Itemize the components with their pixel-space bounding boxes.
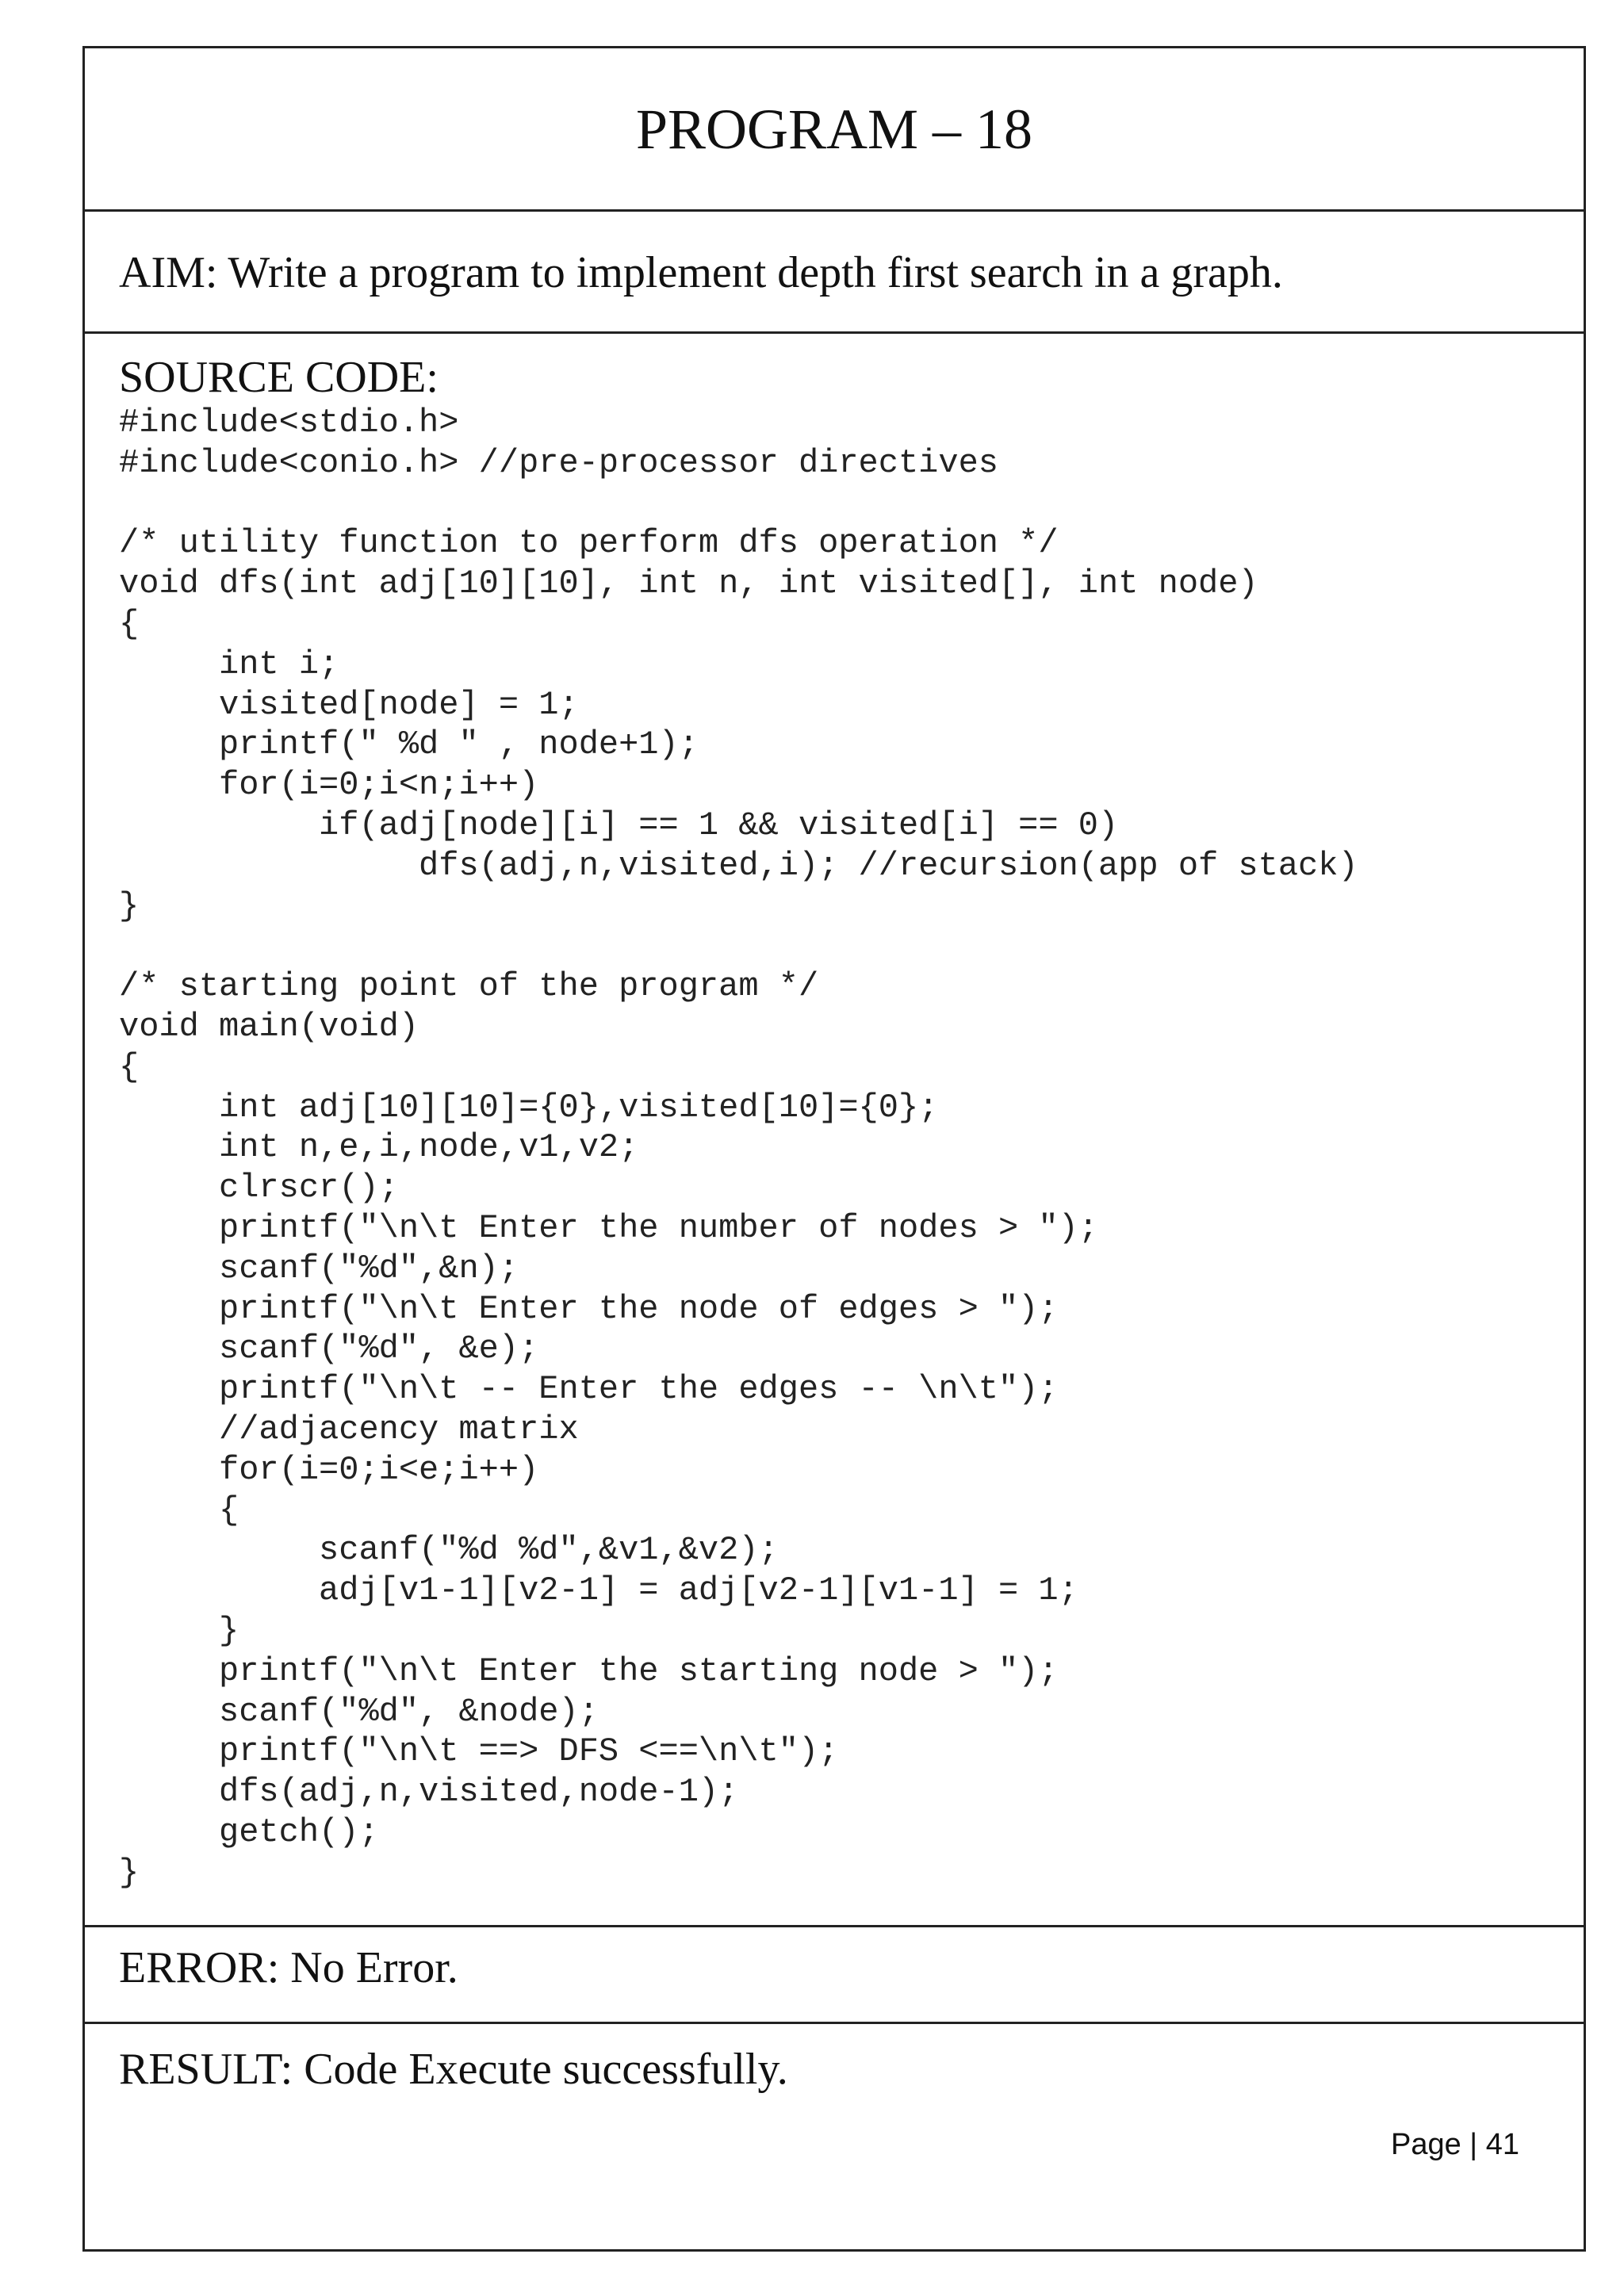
code-line: { — [119, 1047, 140, 1086]
aim-text: AIM: Write a program to implement depth first search in a graph. — [119, 248, 1283, 297]
divider-title — [82, 209, 1586, 212]
code-line: /* utility function to perform dfs operation */ — [119, 524, 1059, 563]
code-line: int adj[10][10]={0},visited[10]={0}; — [119, 1088, 939, 1127]
code-line: printf("\n\t Enter the starting node > "); — [119, 1651, 1059, 1690]
code-line: printf("\n\t Enter the node of edges > "); — [119, 1289, 1059, 1328]
code-line: scanf("%d", &node); — [119, 1692, 599, 1731]
divider-code — [82, 1925, 1586, 1927]
code-line: dfs(adj,n,visited,i); //recursion(app of stack) — [119, 846, 1358, 885]
code-line: printf("\n\t ==> DFS <==\n\t"); — [119, 1732, 839, 1771]
code-line: } — [119, 886, 140, 925]
code-line — [119, 484, 1358, 524]
code-line: for(i=0;i<e;i++) — [119, 1450, 539, 1489]
result-text: RESULT: Code Execute successfully. — [119, 2045, 788, 2094]
code-line: adj[v1-1][v2-1] = adj[v2-1][v1-1] = 1; — [119, 1571, 1078, 1610]
code-line: int i; — [119, 645, 339, 683]
code-line: clrscr(); — [119, 1169, 399, 1207]
code-line — [119, 926, 1358, 966]
code-line: int n,e,i,node,v1,v2; — [119, 1128, 639, 1167]
divider-error — [82, 2022, 1586, 2024]
code-line: //adjacency matrix — [119, 1410, 579, 1448]
code-line: } — [119, 1611, 239, 1650]
divider-aim — [82, 331, 1586, 334]
code-line: #include<stdio.h> — [119, 404, 459, 442]
code-line: printf("\n\t Enter the number of nodes > "); — [119, 1208, 1099, 1247]
code-line: dfs(adj,n,visited,node-1); — [119, 1773, 739, 1812]
code-line: } — [119, 1853, 140, 1892]
code-line: scanf("%d %d",&v1,&v2); — [119, 1531, 779, 1570]
code-line: if(adj[node][i] == 1 && visited[i] == 0) — [119, 806, 1119, 844]
code-line: visited[node] = 1; — [119, 685, 579, 724]
code-block — [119, 403, 1358, 1892]
code-line: /* starting point of the program */ — [119, 967, 819, 1006]
code-line: getch(); — [119, 1812, 379, 1851]
code-line: scanf("%d", &e); — [119, 1330, 539, 1368]
code-line: printf("\n\t -- Enter the edges -- \n\t"); — [119, 1370, 1059, 1409]
error-text: ERROR: No Error. — [119, 1943, 458, 1992]
page-number: Page | 41 — [1390, 2128, 1519, 2161]
code-line: printf(" %d " , node+1); — [119, 725, 699, 764]
page-title: PROGRAM – 18 — [635, 98, 1033, 161]
code-line: void main(void) — [119, 1007, 419, 1046]
code-line: { — [119, 604, 140, 643]
code-line: { — [119, 1490, 239, 1529]
code-line: for(i=0;i<n;i++) — [119, 766, 539, 805]
code-line: scanf("%d",&n); — [119, 1249, 519, 1288]
code-line: #include<conio.h> //pre-processor directives — [119, 443, 998, 482]
source-code-heading: SOURCE CODE: — [119, 353, 439, 402]
code-line: void dfs(int adj[10][10], int n, int visited[], int node) — [119, 564, 1258, 603]
